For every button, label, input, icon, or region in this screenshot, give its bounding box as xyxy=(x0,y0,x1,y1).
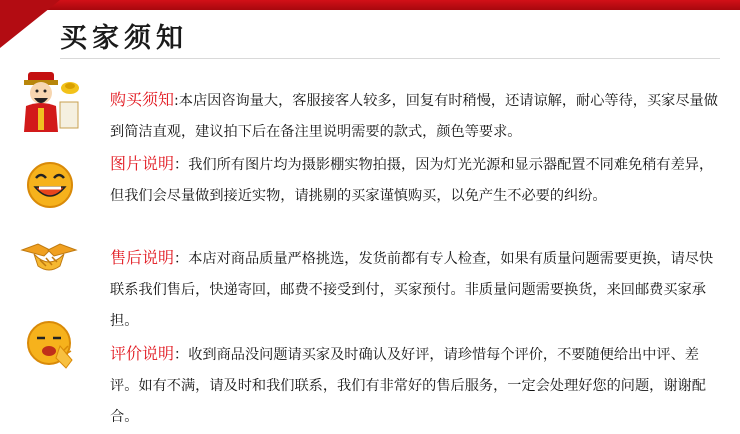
section-label: 购买须知 xyxy=(110,90,175,109)
section-text: 本店对商品质量严格挑选，发货前都有专人检查，如果有质量问题需要更换，请尽快联系我们售后，快递寄回，邮费不接受到付，买家预付。非质量问题需要换货，来回邮费买家承担。 xyxy=(110,251,714,329)
section-colon: : xyxy=(174,93,179,109)
section-image-notice xyxy=(110,148,720,212)
section-label: 评价说明 xyxy=(110,344,175,363)
section-label: 图片说明 xyxy=(110,154,175,173)
smiley-face-icon xyxy=(22,158,78,214)
section-text: 我们所有图片均为摄影棚实物拍摄，因为灯光光源和显示器配置不同难免稍有差异，但我们会尽量做到接近实物，请挑剔的买家谨慎购买，以免产生不必要的纠纷。 xyxy=(110,157,714,204)
page-title: 买家须知 xyxy=(60,23,188,54)
praying-face-icon xyxy=(22,316,78,376)
section-colon: ： xyxy=(174,157,189,173)
god-of-wealth-icon xyxy=(20,68,84,140)
section-review-notice xyxy=(110,338,720,433)
section-text: 收到商品没问题请买家及时确认及好评，请珍惜每个评价，不要随便给出中评、差评。如有不满，请及时和我们联系，我们有非常好的售后服务，一定会处理好您的问题，谢谢配合。 xyxy=(110,347,706,425)
section-purchase-notice xyxy=(110,84,720,148)
header-divider xyxy=(60,58,720,59)
top-banner-bar xyxy=(0,0,740,10)
section-label: 售后说明 xyxy=(110,248,175,267)
header xyxy=(60,22,188,56)
section-colon: ： xyxy=(174,251,189,267)
handshake-icon xyxy=(20,236,78,280)
section-colon: ： xyxy=(174,347,189,363)
section-text: 本店因咨询量大，客服接客人较多，回复有时稍慢，还请谅解，耐心等待，买家尽量做到简洁直观，建议拍下后在备注里说明需要的款式，颜色等要求。 xyxy=(110,93,718,140)
banner-corner-decoration xyxy=(0,0,60,48)
section-after-sales xyxy=(110,242,720,337)
